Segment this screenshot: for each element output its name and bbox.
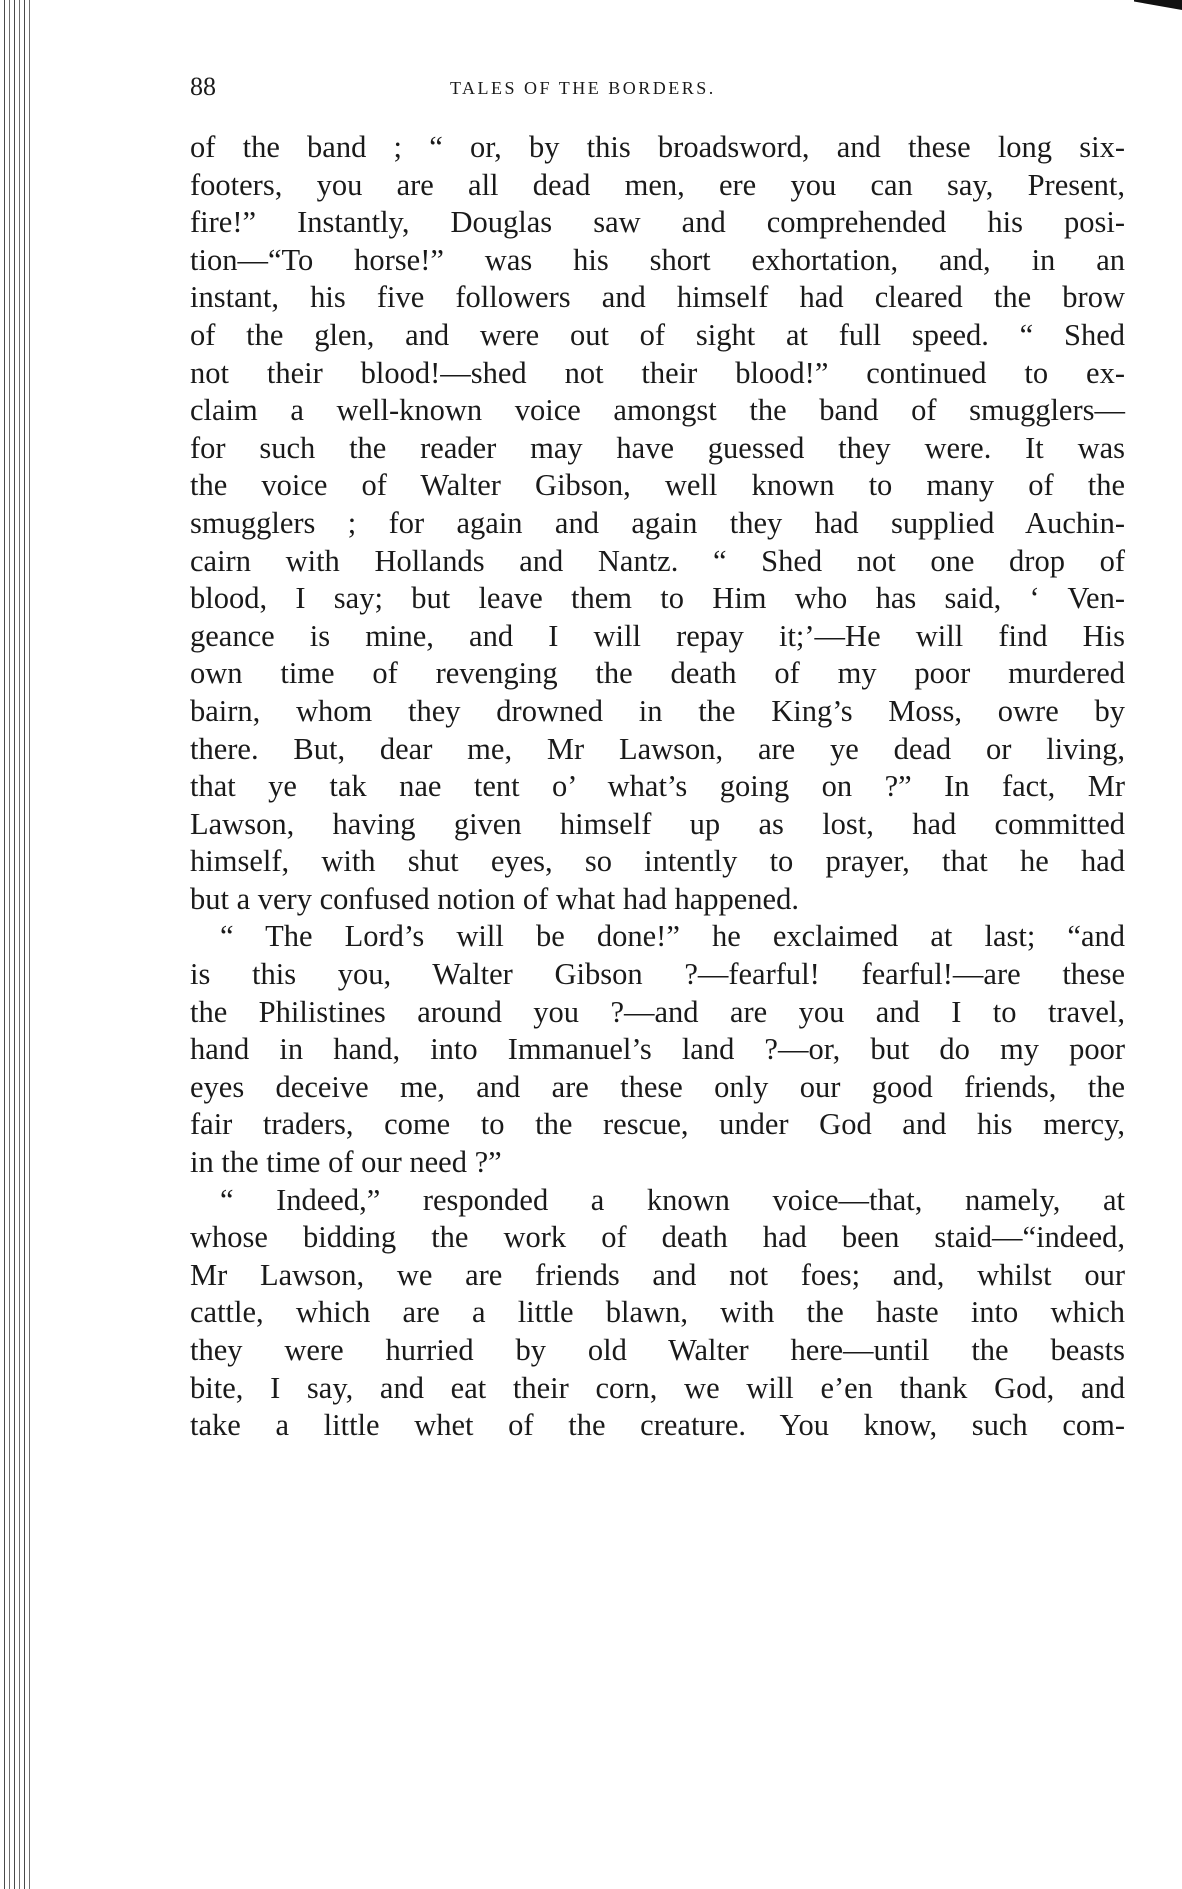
text-line: there. But, dear me, Mr Lawson, are ye dead or living, [190,731,1125,766]
text-line: cairn with Hollands and Nantz. “ Shed not one drop of [190,543,1125,578]
text-line: Mr Lawson, we are friends and not foes; and, whilst our [190,1257,1125,1292]
text-line: himself, with shut eyes, so intently to prayer, that he had [190,844,1125,879]
text-line: the Philistines around you ?—and are you and I to travel, [190,994,1125,1029]
text-line: “ The Lord’s will be done!” he exclaimed at last; “and [220,919,1125,954]
text-line: instant, his five followers and himself had cleared the brow [190,280,1125,315]
text-line: cattle, which are a little blawn, with the haste into which [190,1295,1125,1330]
text-line: own time of revenging the death of my poor murdered [190,656,1125,691]
text-line: smugglers ; for again and again they had supplied Auchin- [190,505,1125,540]
text-line: for such the reader may have guessed they were. It was [190,430,1125,465]
text-line: fire!” Instantly, Douglas saw and comprehended his posi- [190,205,1125,240]
text-line: eyes deceive me, and are these only our good friends, the [190,1069,1125,1104]
text-line: whose bidding the work of death had been staid—“indeed, [190,1220,1125,1255]
corner-mark [1134,0,1182,10]
running-title: TALES OF THE BORDERS. [450,78,716,98]
text-line: bairn, whom they drowned in the King’s Moss, owre by [190,693,1125,728]
text-line: tion—“To horse!” was his short exhortation, and, in an [190,242,1125,277]
text-line: of the band ; “ or, by this broadsword, and these long six- [190,130,1125,164]
page-binding-edge [0,0,30,1889]
text-line: of the glen, and were out of sight at full speed. “ Shed [190,317,1125,352]
text-line: take a little whet of the creature. You know, such com- [190,1408,1125,1443]
text-line: “ Indeed,” responded a known voice—that, namely, at [220,1182,1125,1217]
text-line: that ye tak nae tent o’ what’s going on ?” In fact, Mr [190,769,1125,804]
page-number: 88 [190,72,216,101]
text-line: footers, you are all dead men, ere you can say, Present, [190,167,1125,202]
text-line: blood, I say; but leave them to Him who has said, ‘ Ven- [190,581,1125,616]
text-line: claim a well-known voice amongst the band of smugglers— [190,393,1125,428]
text-line: they were hurried by old Walter here—until the beasts [190,1333,1125,1367]
text-line: but a very confused notion of what had happened. [190,881,799,916]
text-line: is this you, Walter Gibson ?—fearful! fearful!—are these [190,957,1125,992]
text-line: the voice of Walter Gibson, well known to many of the [190,468,1125,503]
text-line: not their blood!—shed not their blood!” continued to ex- [190,355,1125,390]
running-head [190,72,1120,112]
body-text [190,129,1125,1445]
text-line: geance is mine, and I will repay it;’—He will find His [190,618,1125,653]
text-line: fair traders, come to the rescue, under God and his mercy, [190,1107,1125,1142]
text-line: Lawson, having given himself up as lost, had committed [190,806,1125,841]
text-line: hand in hand, into Immanuel’s land ?—or, but do my poor [190,1032,1125,1067]
text-line: bite, I say, and eat their corn, we will e’en thank God, and [190,1370,1125,1405]
text-line: in the time of our need ?” [190,1145,502,1180]
